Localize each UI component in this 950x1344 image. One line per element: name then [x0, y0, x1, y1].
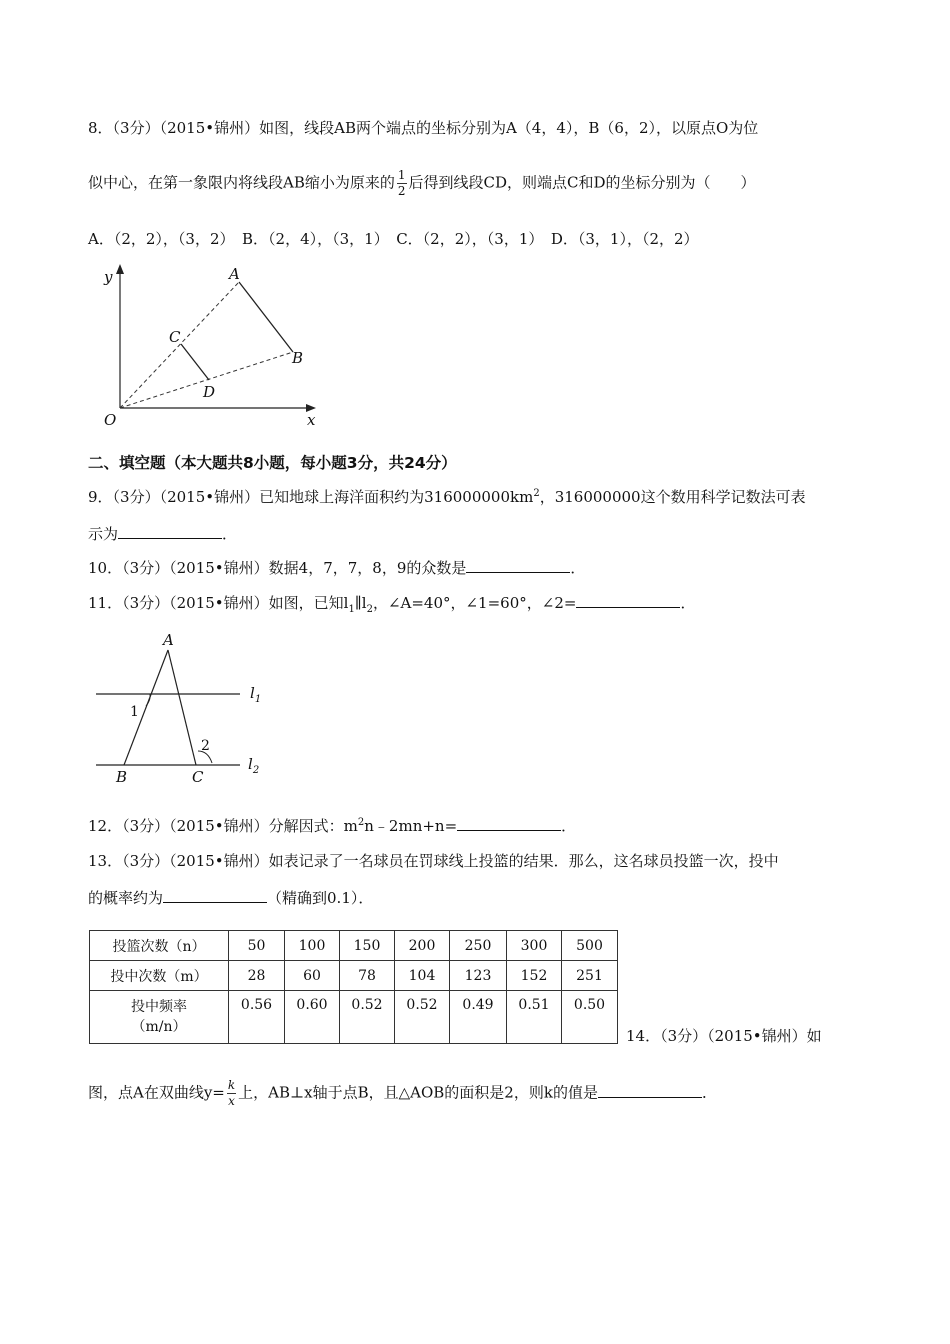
q13-table — [89, 930, 618, 1044]
q11-label-b: B — [116, 768, 128, 786]
table-cell: 50 — [229, 931, 285, 961]
q9-line2-post: ． — [222, 525, 238, 543]
table-cell: 60 — [285, 961, 340, 991]
table-cell: 28 — [229, 961, 285, 991]
table-cell-label: 投篮次数（n） — [90, 931, 229, 961]
q11-figure — [88, 630, 288, 790]
table-cell: 152 — [507, 961, 562, 991]
table-cell: 100 — [285, 931, 340, 961]
q14-frac-den: x — [228, 1094, 235, 1108]
q12-line — [88, 815, 576, 836]
q8-label-y: y — [104, 268, 113, 286]
q12-answer-blank[interactable] — [457, 816, 561, 831]
section2-title: 二、填空题（本大题共8小题，每小题3分，共24分） — [88, 454, 457, 472]
row3-label-a: 投中频率 — [131, 999, 187, 1015]
q14-line2-pre: 图，点A在双曲线y= — [88, 1083, 225, 1102]
q10-answer-blank[interactable] — [466, 558, 570, 573]
q14-line2-mid: 上，AB⊥x轴于点B，且△AOB的面积是2，则k的值是 — [238, 1083, 598, 1102]
q12-sup: 2 — [357, 817, 365, 828]
q14-line2-post: ． — [701, 1083, 717, 1102]
table-cell: 251 — [562, 961, 618, 991]
q12-post: ． — [561, 817, 577, 835]
table-cell: 0.49 — [450, 991, 507, 1044]
table-row — [90, 991, 618, 1044]
q13-line2 — [88, 887, 373, 908]
q8-options: A．（2，2），（3，2） B．（2，4），（3，1） C．（2，2），（3，1） D．（3，1），（2，2） — [88, 230, 699, 248]
q11-mid1: ∥l — [354, 594, 367, 612]
q11-pre: 11．（3分）（2015•锦州）如图，已知l — [88, 594, 349, 612]
q11-label-a: A — [163, 631, 174, 649]
q11-line — [88, 592, 695, 615]
q13-answer-blank[interactable] — [163, 888, 267, 903]
row3-label-b: （m/n） — [131, 1019, 187, 1035]
q8-fraction — [397, 168, 407, 199]
table-row — [90, 931, 618, 961]
q14-frac-num: k — [227, 1078, 236, 1092]
q9-answer-blank[interactable] — [118, 524, 222, 539]
table-cell: 0.56 — [229, 991, 285, 1044]
table-cell: 0.51 — [507, 991, 562, 1044]
q14-answer-blank[interactable] — [598, 1083, 702, 1098]
q13-line2-post: （精确到0.1）． — [267, 889, 374, 907]
q14-fraction — [227, 1078, 236, 1109]
q8-line2 — [88, 168, 756, 199]
table-cell: 78 — [340, 961, 395, 991]
q8-label-x: x — [307, 411, 316, 429]
q8-label-d: D — [203, 383, 216, 401]
q9-line1-post: ，316000000这个数用科学记数法可表 — [539, 488, 806, 506]
table-cell: 123 — [450, 961, 507, 991]
table-cell-label: 投中次数（m） — [90, 961, 229, 991]
q8-segment-ab — [239, 282, 293, 352]
table-cell: 500 — [562, 931, 618, 961]
table-row — [90, 961, 618, 991]
table-cell: 300 — [507, 931, 562, 961]
q8-line1: 8．（3分）（2015•锦州）如图，线段AB两个端点的坐标分别为A（4，4），B（6，2），以原点O为位 — [88, 119, 759, 137]
q9-line1-pre: 9．（3分）（2015•锦州）已知地球上海洋面积约为316000000km — [88, 488, 534, 506]
q8-figure — [88, 262, 328, 432]
table-cell: 0.52 — [395, 991, 450, 1044]
q13-line2-pre: 的概率约为 — [88, 889, 164, 907]
table-cell: 250 — [450, 931, 507, 961]
q9-line1 — [88, 486, 806, 507]
table-cell: 0.52 — [340, 991, 395, 1044]
q11-segment-ac — [168, 650, 196, 765]
table-cell: 104 — [395, 961, 450, 991]
q8-frac-den: 2 — [397, 184, 406, 198]
q8-label-a: A — [229, 265, 240, 283]
table-cell: 150 — [340, 931, 395, 961]
q11-sub2: 2 — [366, 604, 373, 615]
q11-answer-blank[interactable] — [576, 593, 680, 608]
q11-mid2: ，∠A=40°，∠1=60°，∠2= — [372, 594, 577, 612]
q10-pre: 10．（3分）（2015•锦州）数据4，7，7，8，9的众数是 — [88, 559, 467, 577]
q14-line1: 14．（3分）（2015•锦州）如 — [626, 1027, 822, 1045]
q8-label-o: O — [104, 411, 117, 429]
q10-post: ． — [570, 559, 586, 577]
q12-pre: 12．（3分）（2015•锦州）分解因式：m — [88, 817, 358, 835]
q8-label-b: B — [292, 349, 304, 367]
q8-frac-num: 1 — [397, 168, 406, 182]
table-cell: 200 — [395, 931, 450, 961]
q11-label-angle2: 2 — [201, 738, 210, 754]
q8-line2-post: 后得到线段CD，则端点C和D的坐标分别为（ ） — [408, 173, 756, 192]
q12-mid: n﹣2mn+n= — [364, 817, 458, 835]
q10-line — [88, 557, 585, 578]
q11-label-l1: $l_1$ — [250, 684, 262, 705]
q9-line2-pre: 示为 — [88, 525, 119, 543]
table-cell: 0.60 — [285, 991, 340, 1044]
q11-label-c: C — [192, 768, 204, 786]
q14-line2 — [88, 1078, 717, 1109]
q9-line2 — [88, 523, 237, 544]
q11-post: ． — [680, 594, 696, 612]
q11-label-angle1: 1 — [130, 704, 139, 720]
table-cell-label — [90, 991, 229, 1044]
q8-line2-pre: 似中心，在第一象限内将线段AB缩小为原来的 — [88, 173, 395, 192]
q11-label-l2: $l_2$ — [248, 755, 260, 776]
q11-sub1: 1 — [348, 604, 355, 615]
q8-segment-cd — [181, 344, 209, 380]
q9-sup: 2 — [533, 488, 540, 499]
q8-label-c: C — [169, 328, 181, 346]
q8-y-arrow — [116, 264, 124, 274]
table-cell: 0.50 — [562, 991, 618, 1044]
q13-line1: 13．（3分）（2015•锦州）如表记录了一名球员在罚球线上投篮的结果．那么，这名球员投篮一次，投中 — [88, 852, 779, 870]
